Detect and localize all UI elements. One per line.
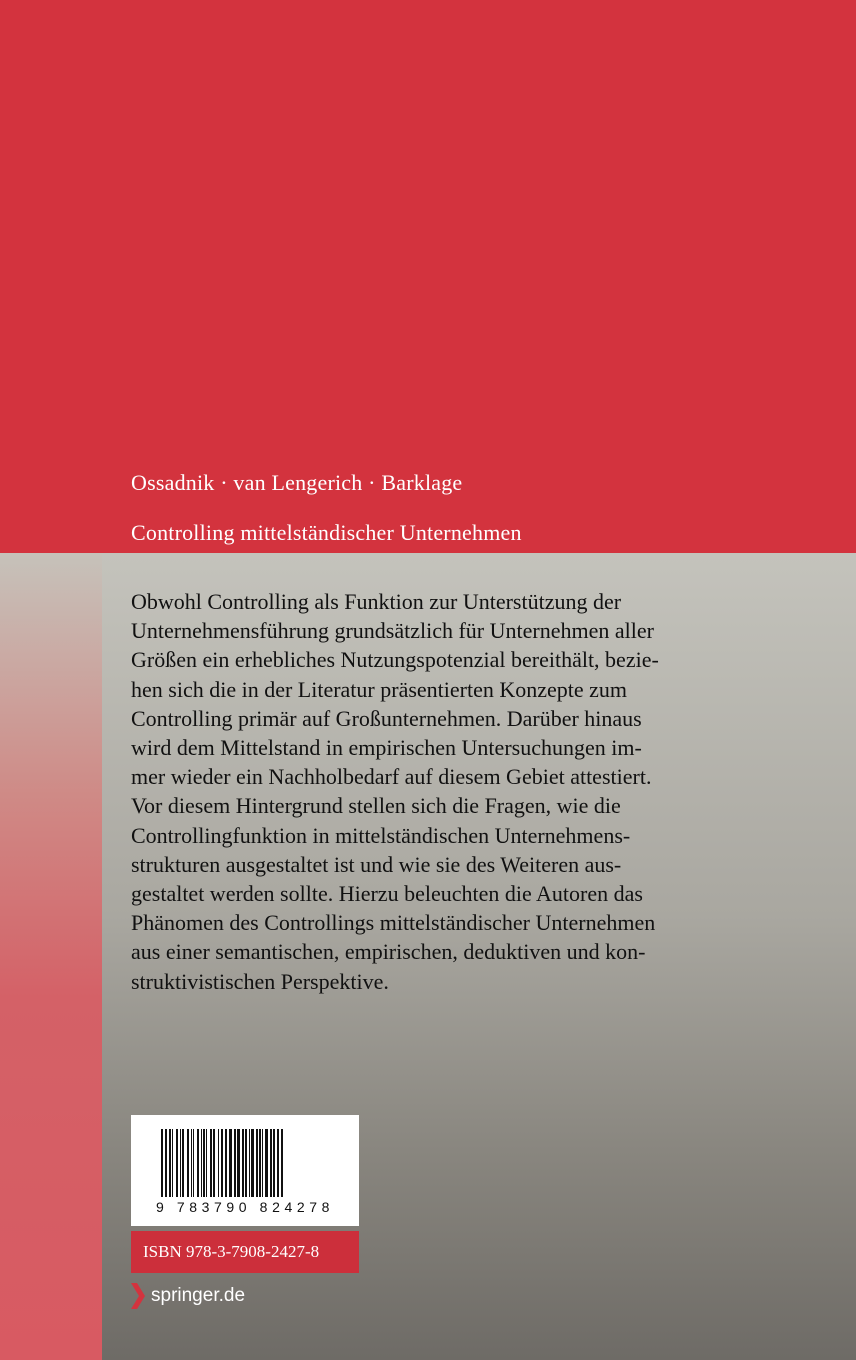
barcode-bar <box>172 1129 173 1197</box>
blurb-line: wird dem Mittelstand in empirischen Untersuchungen im- <box>131 735 642 761</box>
blurb-line: struktivistischen Perspektive. <box>131 968 389 994</box>
barcode-bar <box>213 1129 215 1197</box>
barcode-bar <box>206 1129 207 1197</box>
barcode-digits: 9 783790 824278 <box>156 1199 334 1215</box>
barcode-bar <box>234 1129 236 1197</box>
barcode-bar <box>182 1129 184 1197</box>
barcode-bar <box>245 1129 247 1197</box>
barcode-bar <box>180 1129 181 1197</box>
barcode-bar <box>218 1129 219 1197</box>
barcode-bar <box>191 1129 192 1197</box>
barcode-bar <box>277 1129 279 1197</box>
author-names: Ossadnik · van Lengerich · Barklage <box>131 470 463 495</box>
barcode-bar <box>270 1129 272 1197</box>
blurb-line: gestaltet werden sollte. Hierzu beleuchten die Autoren das <box>131 881 643 907</box>
blurb-line: Phänomen des Controllings mittelständischer Unternehmen <box>131 910 656 936</box>
barcode-bar <box>225 1129 227 1197</box>
barcode-bar <box>242 1129 244 1197</box>
book-title: Controlling mittelständischer Unternehmen <box>131 520 522 545</box>
barcode-bar <box>161 1129 163 1197</box>
barcode-bar <box>201 1129 202 1197</box>
barcode-bar <box>197 1129 199 1197</box>
barcode-bar <box>281 1129 283 1197</box>
chevron-right-icon <box>131 1283 145 1309</box>
barcode-bar <box>165 1129 167 1197</box>
barcode-bar <box>176 1129 178 1197</box>
publisher-name: springer.de <box>151 1285 246 1306</box>
blurb-line: Größen ein erhebliches Nutzungspotenzial bereithält, bezie- <box>131 647 659 673</box>
barcode-bar <box>169 1129 171 1197</box>
barcode-bar <box>273 1129 275 1197</box>
barcode-bar <box>265 1129 268 1197</box>
barcode-bar <box>259 1129 261 1197</box>
barcode <box>131 1115 359 1226</box>
barcode-bar <box>210 1129 212 1197</box>
blurb-line: aus einer semantischen, empirischen, deduktiven und kon- <box>131 939 646 965</box>
blurb-line: Unternehmensführung grundsätzlich für Unternehmen aller <box>131 618 654 644</box>
barcode-bar <box>237 1129 240 1197</box>
blurb-line: Controllingfunktion in mittelständischen Unternehmens- <box>131 822 631 848</box>
blurb-text <box>131 587 791 996</box>
barcode-bar <box>249 1129 250 1197</box>
barcode-bar <box>229 1129 232 1197</box>
barcode-bar <box>221 1129 223 1197</box>
blurb-line: Controlling primär auf Großunternehmen. Darüber hinaus <box>131 705 642 731</box>
barcode-bar <box>256 1129 258 1197</box>
barcode-bar <box>187 1129 189 1197</box>
blurb-line: hen sich die in der Literatur präsentierten Konzepte zum <box>131 676 628 702</box>
barcode-bar <box>262 1129 263 1197</box>
barcode-bar <box>193 1129 194 1197</box>
left-color-strip <box>0 553 102 1360</box>
barcode-bar <box>251 1129 254 1197</box>
isbn-label: ISBN 978-3-7908-2427-8 <box>131 1231 359 1273</box>
blurb-line: mer wieder ein Nachholbedarf auf diesem Gebiet attestiert. <box>131 764 652 790</box>
barcode-bars <box>131 1115 359 1199</box>
barcode-bar <box>203 1129 205 1197</box>
publisher-link[interactable] <box>131 1281 245 1311</box>
blurb-line: Obwohl Controlling als Funktion zur Unterstützung der <box>131 589 622 614</box>
blurb-line: strukturen ausgestaltet ist und wie sie des Weiteren aus- <box>131 851 622 877</box>
blurb-line: Vor diesem Hintergrund stellen sich die Fragen, wie die <box>131 793 621 819</box>
